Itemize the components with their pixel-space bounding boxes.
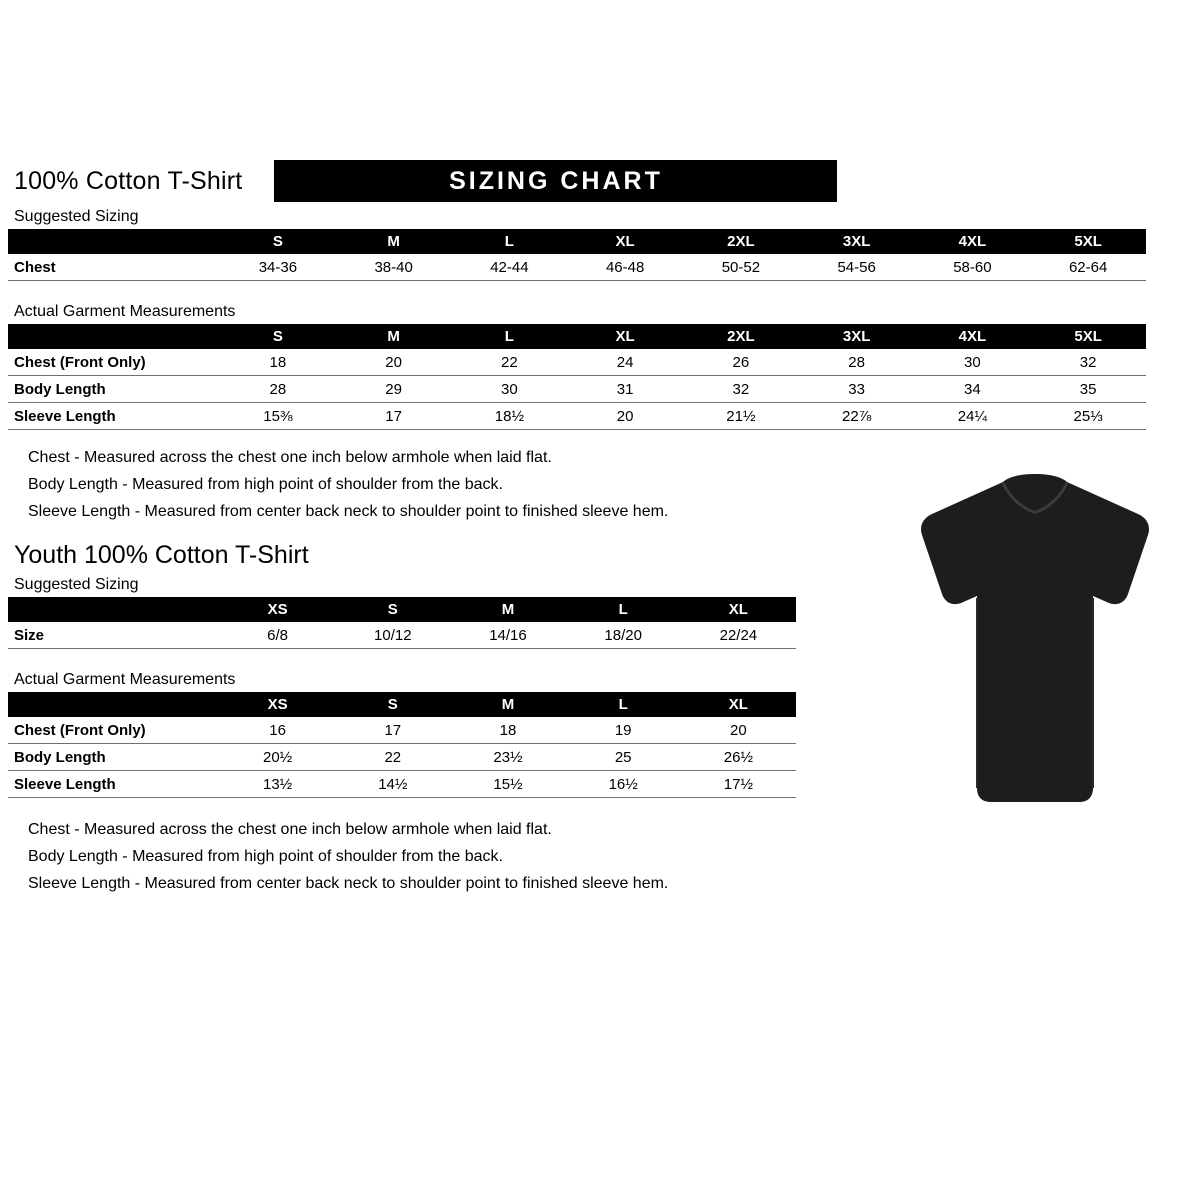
cell: 26 xyxy=(683,349,799,376)
cell: 20 xyxy=(336,349,452,376)
table-row xyxy=(8,622,796,649)
column-header: 3XL xyxy=(842,328,871,345)
column-header xyxy=(8,324,220,349)
row-label: Body Length xyxy=(8,744,220,771)
column-header xyxy=(8,692,220,717)
cell: 14½ xyxy=(335,771,450,798)
adult-notes xyxy=(8,444,918,525)
cell: 13½ xyxy=(220,771,335,798)
cell: 18 xyxy=(450,717,565,744)
cell: 17½ xyxy=(681,771,796,798)
cell: 30 xyxy=(915,349,1031,376)
column-header: XL xyxy=(728,696,748,713)
cell: 29 xyxy=(336,376,452,403)
cell: 18½ xyxy=(452,403,568,430)
cell: 31 xyxy=(567,376,683,403)
column-header: S xyxy=(272,233,283,250)
cell: 22/24 xyxy=(681,622,796,649)
table-row xyxy=(8,744,796,771)
column-header xyxy=(8,229,220,254)
row-label: Chest (Front Only) xyxy=(8,349,220,376)
column-header: 4XL xyxy=(958,233,987,250)
youth-notes xyxy=(8,816,918,897)
cell: 62-64 xyxy=(1030,254,1146,281)
column-header: S xyxy=(272,328,283,345)
table-header-row xyxy=(8,324,1146,349)
chart-content xyxy=(8,160,1108,897)
cell: 14/16 xyxy=(450,622,565,649)
cell: 16½ xyxy=(566,771,681,798)
cell: 10/12 xyxy=(335,622,450,649)
table-row xyxy=(8,717,796,744)
column-header: S xyxy=(387,696,398,713)
adult-actual-measurements-label: Actual Garment Measurements xyxy=(14,303,236,320)
row-label: Chest xyxy=(8,254,220,281)
cell: 17 xyxy=(336,403,452,430)
note-chest: Chest - Measured across the chest one inch below armhole when laid flat. xyxy=(28,821,552,838)
adult-suggested-sizing-label: Suggested Sizing xyxy=(14,208,139,225)
cell: 15⅜ xyxy=(220,403,336,430)
column-header: 5XL xyxy=(1074,233,1102,250)
column-header: XS xyxy=(267,696,288,713)
cell: 28 xyxy=(799,349,915,376)
column-header: 3XL xyxy=(842,233,871,250)
youth-actual-measurements-table xyxy=(8,692,796,798)
cell: 18 xyxy=(220,349,336,376)
sizing-chart-banner xyxy=(274,160,837,202)
column-header: 2XL xyxy=(727,233,755,250)
table-header-row xyxy=(8,597,796,622)
sizing-chart-banner-label: SIZING CHART xyxy=(449,166,663,195)
table-row xyxy=(8,771,796,798)
column-header: S xyxy=(387,601,398,618)
note-body-length: Body Length - Measured from high point of shoulder from the back. xyxy=(28,476,503,493)
column-header: 2XL xyxy=(727,328,755,345)
row-label: Size xyxy=(8,622,220,649)
cell: 21½ xyxy=(683,403,799,430)
cell: 22 xyxy=(335,744,450,771)
column-header: M xyxy=(501,696,515,713)
cell: 25⅓ xyxy=(1030,403,1146,430)
cell: 34 xyxy=(915,376,1031,403)
note-chest: Chest - Measured across the chest one inch below armhole when laid flat. xyxy=(28,449,552,466)
cell: 24 xyxy=(567,349,683,376)
row-label: Body Length xyxy=(8,376,220,403)
note-sleeve-length: Sleeve Length - Measured from center back neck to shoulder point to finished sleeve hem. xyxy=(28,503,669,520)
cell: 6/8 xyxy=(220,622,335,649)
cell: 25 xyxy=(566,744,681,771)
cell: 35 xyxy=(1030,376,1146,403)
cell: 24¼ xyxy=(915,403,1031,430)
column-header: L xyxy=(504,328,514,345)
cell: 58-60 xyxy=(915,254,1031,281)
row-label: Sleeve Length xyxy=(8,771,220,798)
cell: 42-44 xyxy=(452,254,568,281)
youth-suggested-sizing-label: Suggested Sizing xyxy=(14,576,139,593)
column-header: L xyxy=(618,601,628,618)
table-header-row xyxy=(8,229,1146,254)
table-row xyxy=(8,349,1146,376)
row-label: Chest (Front Only) xyxy=(8,717,220,744)
adult-suggested-sizing-table xyxy=(8,229,1146,281)
note-body-length: Body Length - Measured from high point of shoulder from the back. xyxy=(28,848,503,865)
cell: 54-56 xyxy=(799,254,915,281)
table-row xyxy=(8,376,1146,403)
cell: 30 xyxy=(452,376,568,403)
cell: 18/20 xyxy=(566,622,681,649)
column-header: 4XL xyxy=(958,328,987,345)
adult-actual-measurements-table xyxy=(8,324,1146,430)
table-row xyxy=(8,254,1146,281)
cell: 32 xyxy=(683,376,799,403)
table-row xyxy=(8,403,1146,430)
cell: 15½ xyxy=(450,771,565,798)
cell: 38-40 xyxy=(336,254,452,281)
note-sleeve-length: Sleeve Length - Measured from center back neck to shoulder point to finished sleeve hem. xyxy=(28,875,669,892)
cell: 19 xyxy=(566,717,681,744)
adult-title-row xyxy=(8,160,918,202)
column-header: 5XL xyxy=(1074,328,1102,345)
table-header-row xyxy=(8,692,796,717)
cell: 20½ xyxy=(220,744,335,771)
youth-actual-measurements-label: Actual Garment Measurements xyxy=(14,671,236,688)
cell: 22 xyxy=(452,349,568,376)
cell: 22⅞ xyxy=(799,403,915,430)
column-header: L xyxy=(618,696,628,713)
cell: 28 xyxy=(220,376,336,403)
column-header: L xyxy=(504,233,514,250)
cell: 16 xyxy=(220,717,335,744)
column-header: M xyxy=(387,233,400,250)
column-header xyxy=(8,597,220,622)
column-header: XL xyxy=(615,328,635,345)
cell: 26½ xyxy=(681,744,796,771)
row-label: Sleeve Length xyxy=(8,403,220,430)
column-header: XL xyxy=(615,233,635,250)
cell: 34-36 xyxy=(220,254,336,281)
page-title: 100% Cotton T-Shirt xyxy=(14,166,243,195)
cell: 46-48 xyxy=(567,254,683,281)
tshirt-illustration xyxy=(895,470,1175,810)
column-header: XS xyxy=(267,601,288,618)
cell: 20 xyxy=(567,403,683,430)
cell: 33 xyxy=(799,376,915,403)
youth-suggested-sizing-table xyxy=(8,597,796,649)
youth-section-title: Youth 100% Cotton T-Shirt xyxy=(14,541,309,569)
column-header: M xyxy=(501,601,515,618)
cell: 50-52 xyxy=(683,254,799,281)
cell: 32 xyxy=(1030,349,1146,376)
cell: 23½ xyxy=(450,744,565,771)
column-header: M xyxy=(387,328,400,345)
cell: 17 xyxy=(335,717,450,744)
column-header: XL xyxy=(728,601,748,618)
cell: 20 xyxy=(681,717,796,744)
